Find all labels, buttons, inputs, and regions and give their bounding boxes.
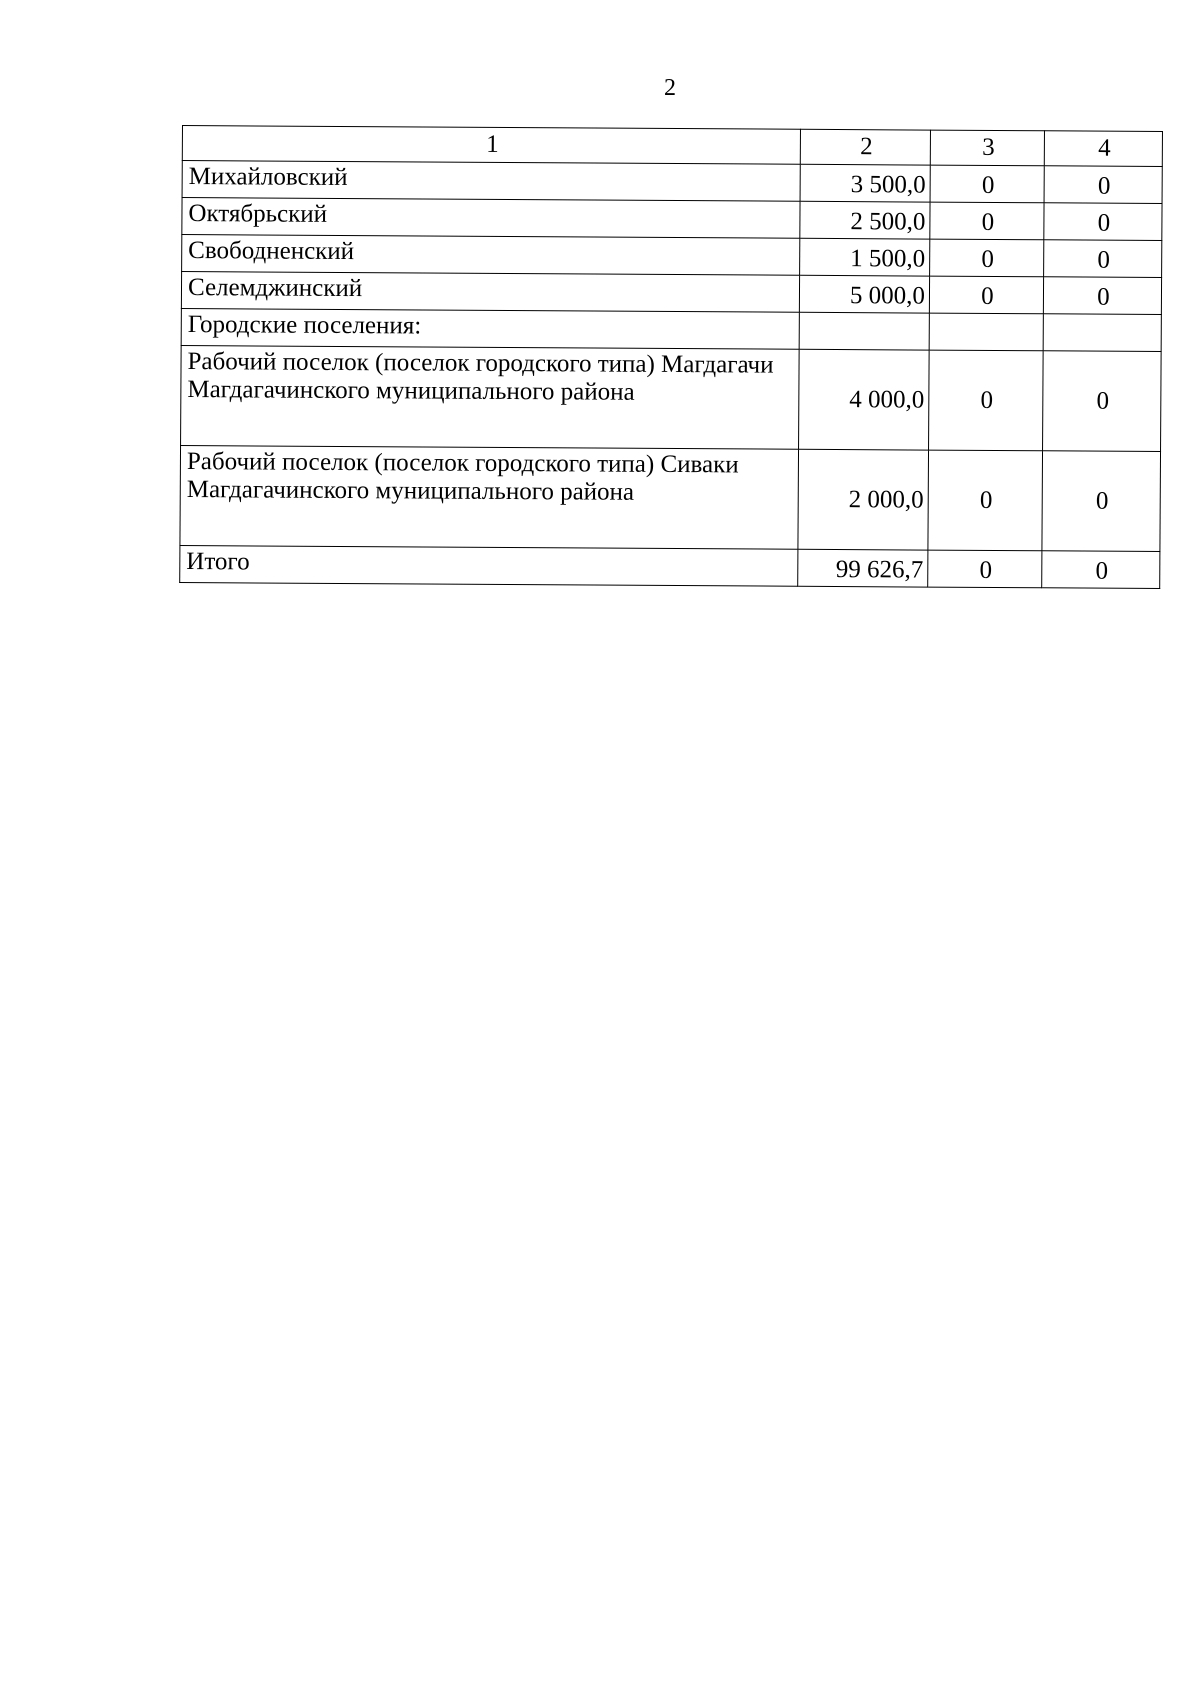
header-cell-3: 3 (930, 130, 1044, 166)
total-col2: 99 626,7 (798, 549, 928, 587)
section-label: Городские поселения: (181, 308, 799, 349)
table-row (181, 272, 1161, 315)
row-name: Октябрьский (182, 198, 800, 239)
row-col4: 0 (1044, 166, 1162, 204)
row-name: Михайловский (182, 161, 800, 202)
allocation-table (179, 125, 1163, 589)
row-col2: 3 500,0 (800, 164, 930, 202)
row-col2: 4 000,0 (799, 349, 930, 450)
row-col3: 0 (930, 239, 1044, 277)
table-row (181, 345, 1162, 451)
table-row (182, 161, 1162, 204)
table-row (182, 198, 1162, 241)
row-col3: 0 (930, 165, 1044, 203)
total-label: Итого (180, 545, 798, 586)
row-col3 (929, 313, 1043, 351)
row-name: Рабочий поселок (поселок городского типа) Сиваки Магдагачинского муниципального района (180, 445, 799, 549)
row-name: Селемджинский (181, 272, 799, 313)
row-col3: 0 (928, 450, 1043, 551)
row-name: Свободненский (182, 235, 800, 276)
row-col3: 0 (930, 202, 1044, 240)
row-col4: 0 (1044, 240, 1162, 278)
table-row (182, 235, 1162, 278)
table-header-row (182, 126, 1162, 167)
total-col4: 0 (1042, 551, 1160, 589)
row-name: Рабочий поселок (поселок городского типа) Магдагачи Магдагачинского муниципального района (181, 345, 800, 449)
header-cell-4: 4 (1044, 131, 1162, 167)
row-col4: 0 (1044, 203, 1162, 241)
row-col4: 0 (1042, 451, 1161, 552)
row-col2 (799, 312, 929, 350)
table-total-row (180, 545, 1160, 588)
row-col2: 2 000,0 (798, 449, 929, 550)
total-col3: 0 (928, 550, 1042, 588)
header-cell-2: 2 (800, 129, 930, 165)
row-col4: 0 (1043, 277, 1161, 315)
row-col4: 0 (1043, 351, 1162, 452)
row-col2: 5 000,0 (799, 275, 929, 313)
header-cell-1: 1 (182, 126, 800, 165)
row-col4 (1043, 314, 1161, 352)
table-section-row (181, 308, 1161, 351)
table-row (180, 445, 1161, 551)
row-col2: 2 500,0 (800, 201, 930, 239)
page-number: 2 (664, 75, 676, 101)
row-col3: 0 (929, 350, 1044, 451)
row-col3: 0 (929, 276, 1043, 314)
row-col2: 1 500,0 (800, 238, 930, 276)
